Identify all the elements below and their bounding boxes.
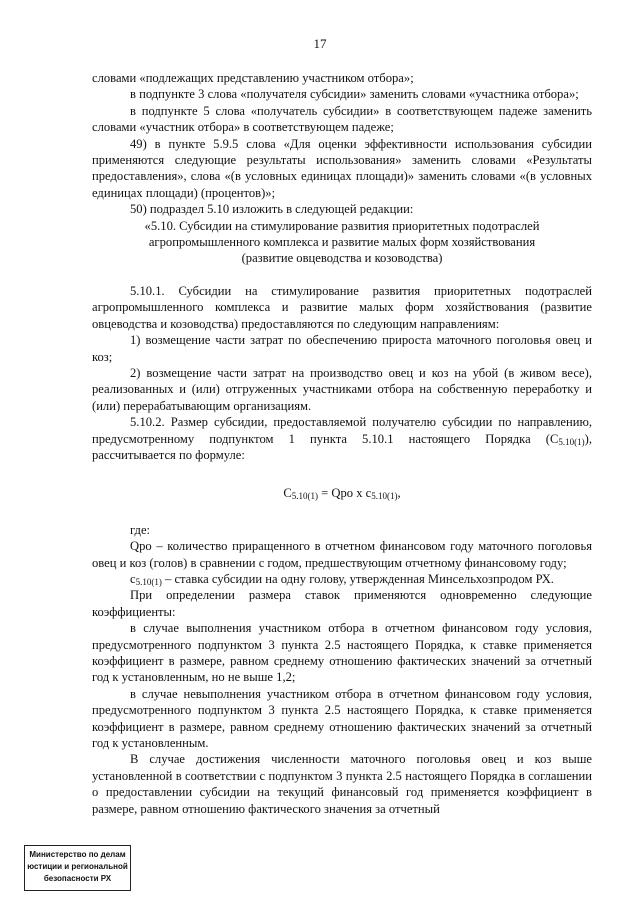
ministry-stamp: [24, 845, 131, 891]
subscript: 5.10(1): [291, 491, 318, 502]
paragraph: [92, 414, 592, 463]
subscript: 5.10(1): [558, 436, 585, 447]
paragraph: в подпункте 5 слова «получатель субсидии» в соответствующем падеже заменить словами «участник отбора» в соответствующем падеже;: [92, 103, 592, 135]
subscript: 5.10(1): [135, 576, 162, 587]
paragraph: 1) возмещение части затрат по обеспечению прироста маточного поголовья овец и коз;: [92, 333, 592, 364]
text: ), рассчитывается по формуле:: [92, 431, 592, 462]
page-number: 17: [313, 36, 327, 51]
subscript: 5.10(1): [371, 491, 398, 502]
paragraph: [92, 571, 592, 587]
stamp-line: безопасности РХ: [43, 874, 112, 883]
text: – ставка субсидии на одну голову, утвержденная Минсельхозпродом РХ.: [161, 571, 554, 586]
paragraph: в случае невыполнения участником отбора в отчетном финансовом году условия, предусмотренного подпунктом 3 пункта 2.5 настоящего Порядка, к ставке применяется коэффициент в размере, равном среднему отношению фактических значений за отчетный год к установленным.: [92, 686, 592, 751]
formula-text: = Qpo x c: [317, 486, 372, 501]
paragraph: где:: [130, 522, 151, 537]
paragraph: Qpo – количество приращенного в отчетном финансовом году маточного поголовья овец и коз (голов) в сравнении с годом, предшествующим отчетному финансовому году;: [92, 539, 592, 570]
spacer: [92, 267, 592, 283]
formula-text: C: [283, 486, 292, 501]
stamp-line: Министерство по делам: [29, 850, 126, 859]
paragraph: 2) возмещение части затрат на производство овец и коз на убой (в живом весе), реализованных и (или) отгруженных участниками отбора на собственную переработку и (или) перерабатывающим организациям.: [92, 365, 592, 413]
paragraph: словами «подлежащих представлению участником отбора»;: [92, 71, 414, 85]
paragraph: При определении размера ставок применяются одновременно следующие коэффициенты:: [92, 588, 592, 619]
formula: [92, 485, 592, 501]
paragraph: в случае выполнения участником отбора в отчетном финансовом году условия, предусмотренного подпунктом 3 пункта 2.5 настоящего Порядка, к ставке применяется коэффициент в размере, равном среднему отношению фактических значений за отчетный год к установленным, но не выше 1,2;: [92, 621, 592, 685]
paragraph: 50) подраздел 5.10 изложить в следующей редакции:: [130, 202, 414, 217]
text: 5.10.2. Размер субсидии, предоставляемой получателю субсидии по направлению, предусмотренному подпунктом 1 пункта 5.10.1 настоящего Порядка (C: [92, 415, 592, 446]
document-body: [92, 70, 592, 817]
section-heading: (развитие овцеводства и козоводства): [241, 251, 443, 266]
paragraph: в подпункте 3 слова «получателя субсидии» заменить словами «участника отбора»;: [130, 87, 579, 102]
stamp-line: юстиции и региональной: [27, 862, 128, 871]
paragraph: 49) в пункте 5.9.5 слова «Для оценки эффективности использования субсидии применяются следующие результаты использования» заменить словами «Результаты предоставления», слова «(в условных единицах площади)» заменить словами «(в условных единицах площади) (процентов)»;: [92, 136, 592, 200]
paragraph: 5.10.1. Субсидии на стимулирование развития приоритетных подотраслей агропромышленного комплекса и развитие малых форм хозяйствования (развитие овцеводства и козоводства) предоставляются по следующим направлениям:: [92, 283, 592, 331]
section-heading: агропромышленного комплекса и развитие малых форм хозяйствования: [148, 235, 536, 250]
paragraph: В случае достижения численности маточного поголовья овец и коз выше установленной в соответствии с подпунктом 3 пункта 2.5 настоящего Порядка в соглашении о предоставлении субсидии на текущий финансовый год применяется коэффициент в размере, равном отношению фактического значения за отчетный: [92, 752, 592, 816]
text: c: [130, 571, 136, 586]
section-heading: «5.10. Субсидии на стимулирование развития приоритетных подотраслей: [144, 218, 540, 233]
formula-text: ,: [397, 486, 401, 501]
